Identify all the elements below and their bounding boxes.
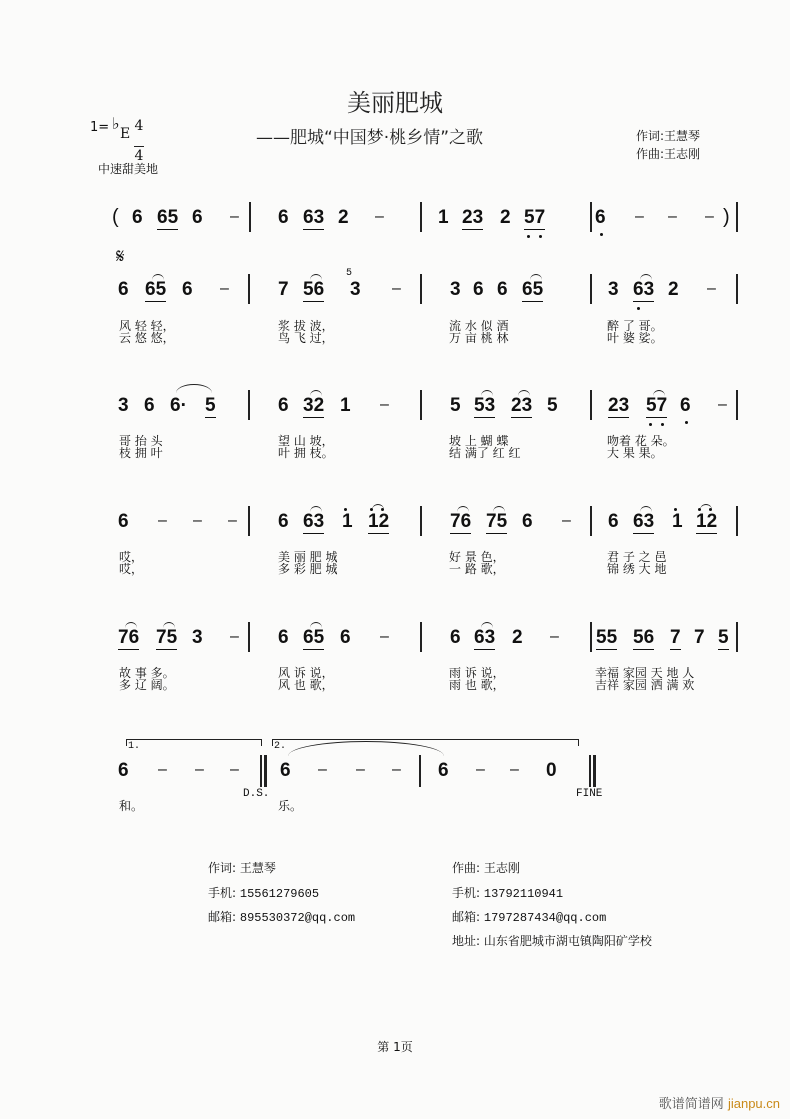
barline [420,506,422,536]
lyric-line-2: 大 果 果。 [607,446,663,460]
lyric-line-1: 故 事 多。 [119,666,175,680]
lyric-line-1: 哎， [119,550,144,564]
dash: – [230,628,239,645]
dash: – [718,396,727,413]
slur [700,504,712,510]
dash: – [195,761,204,778]
note-group: 12 [368,511,390,532]
lyric-line-1: 吻着 花 朵。 [607,434,675,448]
note-group: 57 [646,395,668,416]
key-note: E [120,126,131,142]
slur [530,274,542,280]
composer-email [452,908,606,925]
note: 2 [512,627,523,648]
note: 6 [522,511,533,532]
dash: – [228,512,237,529]
barline [590,506,592,536]
note: 2 [668,279,679,300]
note: 3 [350,279,361,300]
lyric-line-1: 风 轻 轻， [119,319,175,333]
note: 1 [438,207,449,228]
label: 邮箱: [452,910,481,924]
value: 13792110941 [483,887,564,901]
watermark-en: jianpu.cn [727,1096,780,1111]
barline [420,390,422,420]
slur [518,390,530,396]
barline [590,622,592,652]
note: 1 [340,395,351,416]
ds-marking: D.S. [243,788,270,800]
lyricist-phone [208,884,319,901]
label: 作曲: [452,861,481,875]
slur [481,390,493,396]
note: 6 [182,279,193,300]
time-sig-top: 4 [134,118,144,134]
lyric-line-1: 风 诉 说， [278,666,334,680]
lyric-line-1: 坡 上 蝴 蝶 [449,434,509,448]
low-dot [661,423,664,426]
open-paren: ( [112,206,119,228]
note: 6 [118,279,129,300]
note-group: 65 [303,627,325,648]
low-dot [637,307,640,310]
slur [163,622,175,628]
lyric-line-2: 吉祥 家园 洒 满 欢 [595,678,695,692]
watermark-cn: 歌谱简谱网 [658,1097,724,1112]
dash: – [707,280,716,297]
segno-icon: 𝄋 [116,244,125,268]
slur [152,274,164,280]
dash: – [635,208,644,225]
note: 5 [718,627,729,648]
slur [457,506,469,512]
time-sig-bottom: 4 [134,148,144,164]
flat-icon: ♭ [112,114,120,133]
slur [640,506,652,512]
low-dot [527,235,530,238]
lyric-line-1: 君 子 之 邑 [607,550,667,564]
note: 3 [192,627,203,648]
slur [310,390,322,396]
value[interactable]: 1797287434@qq.com [483,911,607,925]
dash: – [158,761,167,778]
note-group: 63 [474,627,496,648]
barline [736,506,738,536]
note: 6 [278,207,289,228]
dash: – [220,280,229,297]
dash: – [375,208,384,225]
lyric-line-1: 望 山 坡， [278,434,334,448]
composer-phone [452,884,563,901]
lyric-line-2: 叶 拥 枝。 [278,446,334,460]
note: 6 [280,760,291,781]
fine-marking: FINE [576,788,603,800]
dash: – [380,628,389,645]
note: 6 [340,627,351,648]
low-dot [649,423,652,426]
key-signature [90,114,144,164]
note: 5 [205,395,216,416]
note: 2 [338,207,349,228]
note-group: 65 [157,207,179,228]
lyricist-credit: 作词:王慧琴 [636,129,701,143]
note: 1 [672,511,683,532]
dash: – [392,280,401,297]
barline [419,755,421,787]
barline [248,274,250,304]
slur [640,274,652,280]
note-group: 63 [303,207,325,228]
slur [481,622,493,628]
lyric-line-1: 好 景 色， [449,550,505,564]
note: 6 [118,511,129,532]
dash: – [318,761,327,778]
double-barline [260,755,262,787]
note: 7 [670,627,681,648]
note: 6 [473,279,484,300]
low-dot [600,233,603,236]
lyric-line-1: 哥 抬 头 [119,434,163,448]
close-paren: ) [723,206,730,228]
barline [736,274,738,304]
note-group: 55 [596,627,618,648]
lyric-line-1: 浆 拔 波， [278,319,334,333]
note: 6· [170,395,187,416]
barline [420,274,422,304]
barline [590,390,592,420]
dash: – [476,761,485,778]
barline [736,202,738,232]
dash: – [193,512,202,529]
value: 王慧琴 [239,861,276,875]
dash: – [705,208,714,225]
note-group: 63 [633,511,655,532]
note-group: 23 [462,207,484,228]
note-group: 63 [633,279,655,300]
note-group: 76 [450,511,472,532]
note: 5 [450,395,461,416]
lyric-line-1: 幸福 家园 天 地 人 [595,666,695,680]
low-dot [539,235,542,238]
key-prefix: 1= [90,120,110,135]
note-group: 57 [524,207,546,228]
lyric-line-1: 雨 诉 说， [449,666,505,680]
double-barline [593,755,596,787]
dash: – [668,208,677,225]
note: 6 [132,207,143,228]
note: 6 [118,760,129,781]
barline [420,202,422,232]
low-dot [685,421,688,424]
note-group: 56 [303,279,325,300]
note-group: 32 [303,395,325,416]
slur [372,504,384,510]
lyric-line-1: 美 丽 肥 城 [278,550,338,564]
high-dot [344,508,347,511]
lyric-line-2: 云 悠 悠， [119,331,175,345]
lyric-line-1: 流 水 似 酒 [449,319,509,333]
note: 0 [546,760,557,781]
note: 6 [680,395,691,416]
lyric-line-2: 叶 婆 娑。 [607,331,663,345]
slur [310,274,322,280]
lyric-line-2: 鸟 飞 过， [278,331,334,345]
note-group: 23 [511,395,533,416]
value: 山东省肥城市湖屯镇陶阳矿学校 [483,934,652,948]
double-barline [589,755,591,787]
note: 6 [595,207,606,228]
barline [248,622,250,652]
double-barline [264,755,267,787]
dash: – [380,396,389,413]
lyric-line-2: 枝 拥 叶 [119,446,163,460]
note: 6 [144,395,155,416]
dash: – [356,761,365,778]
label: 作词: [208,861,237,875]
lyric-line-2: 雨 也 歌， [449,678,505,692]
page-number: 第 1页 [377,1040,413,1054]
lyric-line-2: 哎， [119,562,144,576]
label: 地址: [452,934,481,948]
slur [176,384,212,393]
note: 6 [438,760,449,781]
grace-note: 5 [346,268,353,279]
note: 6 [192,207,203,228]
note: 5 [547,395,558,416]
note: 3 [118,395,129,416]
barline [590,202,592,232]
watermark [659,1093,780,1112]
barline [590,274,592,304]
note-group: 23 [608,395,630,416]
label: 手机: [452,886,481,900]
song-title: 美丽肥城 [347,89,443,117]
dash: – [562,512,571,529]
composer-credit: 作曲:王志刚 [636,147,701,161]
lyric-line-2: 多 辽 阔。 [119,678,175,692]
barline [736,622,738,652]
note: 7 [278,279,289,300]
barline [248,506,250,536]
lyric-line-1: 和。 [119,799,144,813]
time-signature [134,118,144,165]
composer-address [452,932,652,949]
dash: – [230,761,239,778]
note: 6 [450,627,461,648]
label: 手机: [208,886,237,900]
note-group: 76 [118,627,140,648]
note-group: 56 [633,627,655,648]
note: 6 [608,511,619,532]
tempo-marking: 中速甜美地 [98,162,159,176]
slur [125,622,137,628]
note: 3 [450,279,461,300]
lyric-line-1: 醉 了 哥。 [607,319,663,333]
composer-info [452,859,520,876]
note: 6 [278,511,289,532]
volta-1-bracket [126,739,262,746]
dash: – [392,761,401,778]
lyricist-info [208,859,276,876]
barline [248,390,250,420]
lyric-line-2: 多 彩 肥 城 [278,562,338,576]
note-group: 75 [486,511,508,532]
value[interactable]: 895530372@qq.com [239,911,356,925]
note-group: 75 [156,627,178,648]
dash: – [510,761,519,778]
slur [310,506,322,512]
note: 2 [500,207,511,228]
dash: – [550,628,559,645]
lyric-line-2: 一 路 歌， [449,562,505,576]
dash: – [158,512,167,529]
note: 6 [278,395,289,416]
note: 1 [342,511,353,532]
slur [493,506,505,512]
barline [736,390,738,420]
lyric-line-2: 万 亩 桃 林 [449,331,509,345]
note-group: 63 [303,511,325,532]
lyric-line-1: 乐。 [278,799,303,813]
dash: – [230,208,239,225]
barline [249,202,251,232]
slur [310,622,322,628]
note: 3 [608,279,619,300]
note: 6 [278,627,289,648]
lyric-line-2: 结 满了 红 红 [449,446,521,460]
note-group: 12 [696,511,718,532]
lyric-line-2: 锦 绣 大 地 [607,562,667,576]
volta-2-label: 2. [274,741,287,752]
note: 7 [694,627,705,648]
value: 15561279605 [239,887,320,901]
lyric-line-2: 风 也 歌， [278,678,334,692]
lyricist-email [208,908,355,925]
volta-1-label: 1. [128,741,141,752]
label: 邮箱: [208,910,237,924]
slur [653,390,665,396]
note: 6 [497,279,508,300]
note-group: 65 [145,279,167,300]
song-subtitle: ——肥城“中国梦·桃乡情”之歌 [256,128,484,148]
high-dot [674,508,677,511]
value: 王志刚 [483,861,520,875]
note-group: 65 [522,279,544,300]
note-group: 53 [474,395,496,416]
barline [420,622,422,652]
